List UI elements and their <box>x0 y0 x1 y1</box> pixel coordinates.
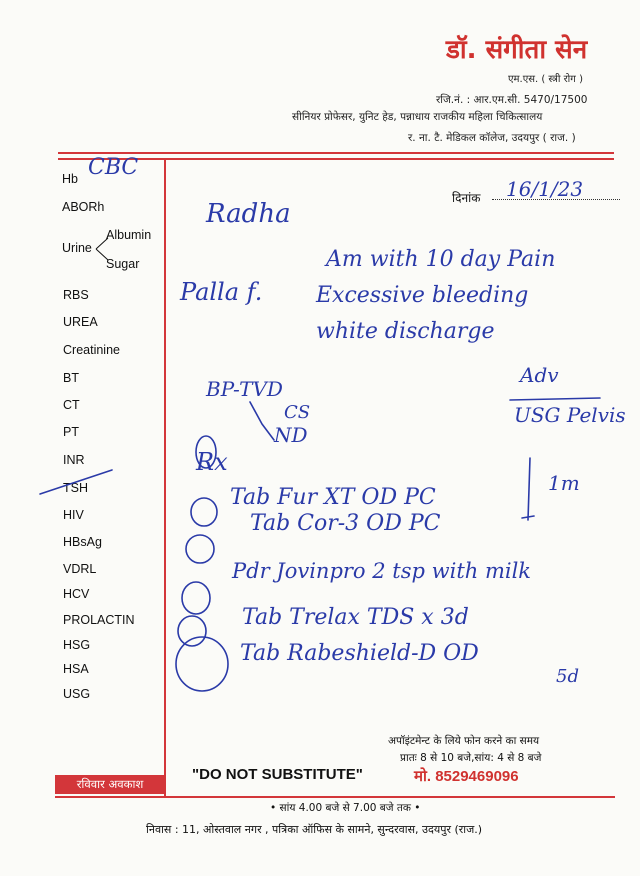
test-item: PT <box>63 425 79 439</box>
test-item: USG <box>63 687 91 701</box>
test-item: TSH <box>63 481 88 495</box>
hw-one-month: 1m <box>548 471 580 495</box>
test-item: HSG <box>63 638 91 652</box>
hw-circle <box>182 582 210 614</box>
phone-number: मो. 8529469096 <box>414 768 519 785</box>
appointment-times: प्रातः 8 से 10 बजे,सांय: 4 से 8 बजे <box>400 752 542 764</box>
hw-exam-line: CS <box>284 402 311 423</box>
hw-patient-name: Radha <box>206 199 291 229</box>
hw-circle <box>191 498 217 526</box>
hw-cbc: CBC <box>88 155 139 180</box>
test-item: VDRL <box>63 562 97 576</box>
do-not-substitute: "DO NOT SUBSTITUTE" <box>192 766 363 783</box>
hw-rx-symbol: Rx <box>196 448 228 476</box>
hw-prescription-line: Tab Rabeshield-D OD <box>240 641 479 666</box>
hw-underline <box>510 398 600 400</box>
test-aborh: ABORh <box>62 200 105 214</box>
date-label: दिनांक <box>452 191 481 205</box>
test-item: HSA <box>63 662 89 676</box>
hw-prescription-line: Tab Trelax TDS x 3d <box>242 605 469 630</box>
hw-complaint-line: Excessive bleeding <box>316 283 529 308</box>
test-urine: Urine <box>62 241 92 255</box>
test-item: PROLACTIN <box>63 613 135 627</box>
hw-tsh-strike <box>40 470 112 494</box>
college-name: र. ना. टै. मेडिकल कॉलेज, उदयपुर ( राज. ) <box>408 132 576 144</box>
evening-hours: • सांय 4.00 बजे से 7.00 बजे तक • <box>270 802 421 814</box>
test-item: HBsAg <box>63 535 102 549</box>
hw-prescription-line: Pdr Jovinpro 2 tsp with milk <box>232 559 532 583</box>
doctor-degree: एम.एस. ( स्त्री रोग ) <box>508 74 583 85</box>
hw-prescription-line: Tab Fur XT OD PC <box>230 485 436 510</box>
doctor-position: सीनियर प्रोफेसर, युनिट हेड, पन्नाधाय राजकीय महिला चिकित्सालय <box>292 111 543 123</box>
residence-address: निवास : 11, ओस्तवाल नगर , पत्रिका ऑफिस के सामने, सुन्दरवास, उदयपुर (राज.) <box>146 823 483 836</box>
appointment-title: अपॉइंटमेन्ट के लिये फोन करने का समय <box>388 735 540 747</box>
test-item: BT <box>63 371 79 385</box>
hw-bracket <box>522 458 534 520</box>
registration-number: रजि.नं. : आर.एम.सी. 5470/17500 <box>436 94 588 106</box>
hw-para: Palla f. <box>180 278 263 306</box>
hw-complaint-line: Am with 10 day Pain <box>326 247 556 272</box>
hw-circle <box>176 637 228 691</box>
hw-usg: USG Pelvis <box>514 403 626 427</box>
hw-exam-line: BP-TVD <box>206 377 283 401</box>
test-item: CT <box>63 398 80 412</box>
test-item: HIV <box>63 508 84 522</box>
test-sugar: Sugar <box>106 257 140 271</box>
test-albumin: Albumin <box>106 228 152 242</box>
hw-circle <box>178 616 206 646</box>
test-item: Creatinine <box>63 343 120 357</box>
hw-advice: Adv <box>520 363 559 387</box>
test-item: HCV <box>63 587 90 601</box>
hw-date: 16/1/23 <box>506 177 584 201</box>
doctor-name: डॉ. संगीता सेन <box>446 35 588 65</box>
hw-exam-line: ND <box>274 423 308 447</box>
test-hb: Hb <box>62 172 78 186</box>
test-item: UREA <box>63 315 98 329</box>
hw-five-days: 5d <box>556 666 579 687</box>
hw-exam-stroke <box>250 402 274 440</box>
holiday-badge: रविवार अवकाश <box>55 775 165 794</box>
hw-complaint-line: white discharge <box>316 319 495 344</box>
hw-circle <box>186 535 214 563</box>
hw-prescription-line: Tab Cor-3 OD PC <box>250 511 441 536</box>
test-item: RBS <box>63 288 89 302</box>
test-item: INR <box>63 453 85 467</box>
